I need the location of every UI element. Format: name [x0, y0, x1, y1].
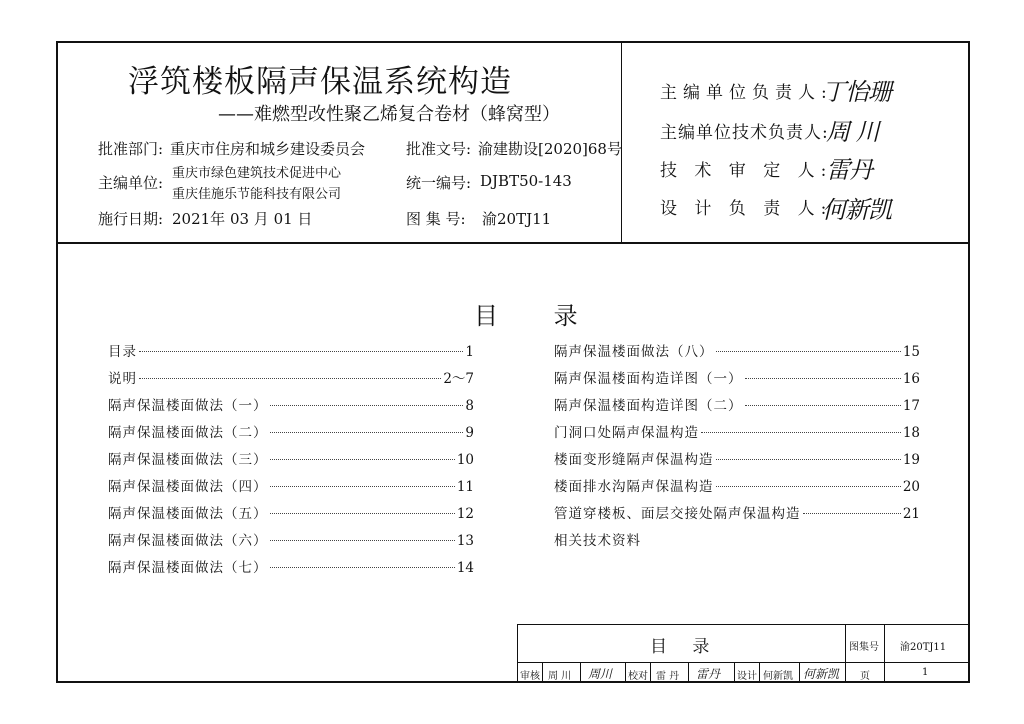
toc-item[interactable] [554, 502, 920, 522]
title-block-review-name: 周 川 [548, 671, 572, 682]
toc-leader-dots [716, 486, 901, 487]
toc-item-label: 隔声保温楼面构造详图（二） [554, 398, 743, 414]
toc-item[interactable] [108, 340, 474, 360]
toc-item-label: 隔声保温楼面做法（四） [108, 479, 268, 495]
resp-signature-2: 周 川 [826, 118, 879, 146]
title-block-review-signature: 周川 [588, 667, 613, 681]
title-block-left [517, 624, 518, 683]
toc-item-page: 8 [465, 398, 474, 414]
toc-item-label: 隔声保温楼面做法（一） [108, 398, 268, 414]
toc-leader-dots [701, 432, 901, 433]
title-block-title: 目 录 [650, 637, 720, 657]
toc-leader-dots [270, 405, 464, 406]
toc-item-page: 18 [902, 425, 920, 441]
toc-item-page: 9 [465, 425, 474, 441]
toc-leader-dots [716, 351, 901, 352]
toc-heading: 目 录 [474, 302, 602, 330]
toc-item-page: 20 [902, 479, 920, 495]
toc-item[interactable] [108, 556, 474, 576]
toc-item-label: 楼面变形缝隔声保温构造 [554, 452, 714, 468]
title-block-page-no: 1 [922, 667, 929, 678]
toc-item-label: 隔声保温楼面做法（五） [108, 506, 268, 522]
resp-signature-1: 丁怡珊 [822, 78, 891, 106]
toc-item-page: 2～7 [443, 371, 474, 387]
toc-item[interactable] [554, 421, 920, 441]
atlas-no-label: 图 集 号: [406, 210, 466, 228]
title-block-design-signature: 何新凯 [803, 667, 840, 681]
toc-leader-dots [270, 567, 455, 568]
tb-sep [759, 662, 760, 683]
title-block-top [517, 624, 970, 625]
toc-item[interactable] [554, 340, 920, 360]
toc-item-label: 相关技术资料 [554, 533, 641, 549]
chief-unit-label: 主编单位: [98, 174, 164, 192]
atlas-no: 渝20TJ11 [482, 210, 552, 228]
tb-sep [625, 662, 626, 683]
toc-item-page: 12 [456, 506, 474, 522]
toc-leader-dots [270, 540, 455, 541]
toc-item[interactable] [108, 421, 474, 441]
tb-sep [734, 662, 735, 683]
toc-item-page: 11 [456, 479, 474, 495]
title-block-divider-2 [884, 624, 885, 683]
toc-item[interactable] [108, 367, 474, 387]
approval-dept-label: 批准部门: [98, 140, 164, 158]
toc-item-page: 1 [465, 344, 474, 360]
toc-item[interactable] [554, 529, 754, 549]
resp-label-2: 主编单位技术负责人: [660, 123, 829, 143]
toc-item[interactable] [108, 502, 474, 522]
unified-no: DJBT50-143 [480, 172, 572, 190]
toc-leader-dots [803, 513, 901, 514]
tb-sep [799, 662, 800, 683]
unified-no-label: 统一编号: [406, 174, 472, 192]
toc-leader-dots [716, 459, 901, 460]
toc-item-page: 15 [902, 344, 920, 360]
toc-item[interactable] [554, 394, 920, 414]
toc-item-label: 说明 [108, 371, 137, 387]
toc-item-label: 隔声保温楼面构造详图（一） [554, 371, 743, 387]
toc-item[interactable] [108, 448, 474, 468]
toc-item[interactable] [108, 394, 474, 414]
toc-leader-dots [270, 459, 455, 460]
toc-leader-dots [139, 351, 463, 352]
atlas-title: 浮筑楼板隔声保温系统构造 [128, 64, 512, 100]
toc-leader-dots [745, 405, 901, 406]
approval-dept: 重庆市住房和城乡建设委员会 [170, 140, 366, 158]
toc-leader-dots [270, 513, 455, 514]
chief-unit-2: 重庆佳施乐节能科技有限公司 [172, 187, 342, 202]
resp-label-3: 技 术 审 定 人: [660, 161, 833, 181]
toc-item-page: 10 [456, 452, 474, 468]
toc-item-label: 楼面排水沟隔声保温构造 [554, 479, 714, 495]
toc-item[interactable] [554, 367, 920, 387]
tb-sep [688, 662, 689, 683]
atlas-subtitle: ——难燃型改性聚乙烯复合卷材（蜂窝型） [218, 104, 560, 125]
resp-signature-3: 雷丹 [826, 156, 872, 184]
title-block-design-name: 何新凯 [763, 671, 793, 682]
toc-item-label: 隔声保温楼面做法（七） [108, 560, 268, 576]
toc-item-label: 管道穿楼板、面层交接处隔声保温构造 [554, 506, 801, 522]
resp-label-1: 主编单位负责人: [660, 83, 833, 103]
tb-sep [650, 662, 651, 683]
title-block-atlas-no: 渝20TJ11 [900, 642, 947, 653]
toc-item-page: 17 [902, 398, 920, 414]
toc-leader-dots [139, 378, 441, 379]
effective-date: 2021年 03 月 01 日 [172, 210, 313, 228]
toc-leader-dots [270, 432, 464, 433]
title-block-review-label: 审核 [520, 671, 540, 682]
toc-item-label: 隔声保温楼面做法（八） [554, 344, 714, 360]
toc-item-label: 隔声保温楼面做法（二） [108, 425, 268, 441]
title-block-divider-1 [845, 624, 846, 683]
toc-item[interactable] [554, 448, 920, 468]
toc-item[interactable] [108, 475, 474, 495]
toc-item-page: 16 [902, 371, 920, 387]
approval-no: 渝建勘设[2020]68号 [478, 140, 622, 158]
tb-sep [580, 662, 581, 683]
toc-item-page: 21 [902, 506, 920, 522]
header-divider [56, 242, 970, 244]
toc-item-page: 19 [902, 452, 920, 468]
title-block-atlas-label: 图集号 [849, 642, 879, 653]
chief-unit-1: 重庆市绿色建筑技术促进中心 [172, 166, 342, 181]
resp-label-4: 设 计 负 责 人: [660, 199, 833, 219]
title-block-check-signature: 雷丹 [696, 667, 721, 681]
title-block-design-label: 设计 [737, 671, 757, 682]
toc-item-label: 隔声保温楼面做法（六） [108, 533, 268, 549]
toc-item-page: 14 [456, 560, 474, 576]
approval-no-label: 批准文号: [406, 140, 472, 158]
title-block-mid [517, 662, 970, 663]
toc-item-label: 目录 [108, 344, 137, 360]
toc-item[interactable] [554, 475, 920, 495]
toc-item[interactable] [108, 529, 474, 549]
resp-signature-4: 何新凯 [822, 196, 891, 224]
toc-leader-dots [745, 378, 901, 379]
toc-item-label: 门洞口处隔声保温构造 [554, 425, 699, 441]
title-block-check-label: 校对 [628, 671, 648, 682]
title-block-check-name: 雷 丹 [656, 671, 680, 682]
toc-item-label: 隔声保温楼面做法（三） [108, 452, 268, 468]
toc-item-page: 13 [456, 533, 474, 549]
tb-sep [542, 662, 543, 683]
title-block-page-label: 页 [860, 671, 870, 682]
toc-leader-dots [270, 486, 455, 487]
effective-date-label: 施行日期: [98, 210, 164, 228]
